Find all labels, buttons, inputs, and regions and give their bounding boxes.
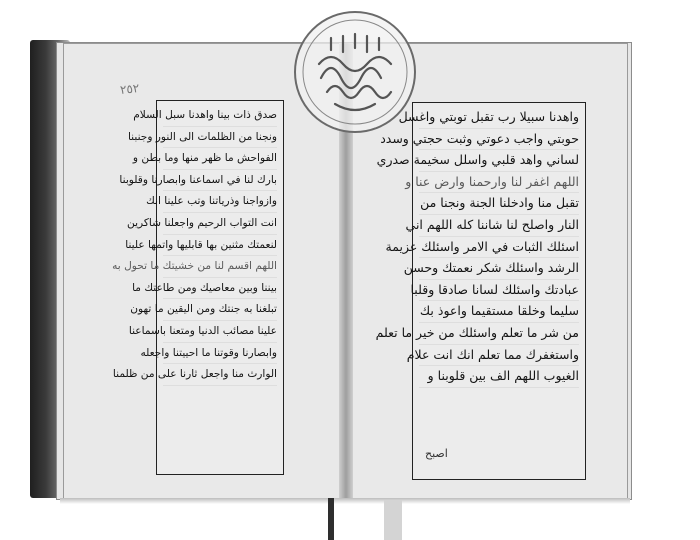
right-text-line: عبادتك واسئلك لسانا صادقا وقلبا xyxy=(419,280,579,302)
left-text-line: الفواحش ما ظهر منها وما بطن و xyxy=(163,148,277,170)
left-text-line: علينا مصائب الدنيا ومتعنا باسماعنا xyxy=(163,321,277,343)
right-text-line: الرشد واسئلك شكر نعمتك وحسن xyxy=(419,258,579,280)
right-text-line: النار واصلح لنا شاننا كله اللهم اني xyxy=(419,215,579,237)
left-text-line: وابصارنا وقوتنا ما احييتنا واجعله xyxy=(163,343,277,365)
left-text-line: وازواجنا وذرياتنا وتب علينا انك xyxy=(163,191,277,213)
right-text-line: سليما وخلقا مستقيما واعوذ بك xyxy=(419,301,579,323)
page-shadow xyxy=(60,498,630,504)
right-text-block xyxy=(375,102,586,480)
right-text-line: لساني واهد قلبي واسلل سخيمة صدري xyxy=(419,150,579,172)
catchword: اصبح xyxy=(425,447,448,460)
bookmark-tab xyxy=(384,500,402,540)
left-text-line: لنعمتك مثنين بها قابليها واتمها علينا xyxy=(163,235,277,257)
left-text-block xyxy=(112,100,284,475)
left-text-line: اللهم اقسم لنا من خشيتك ما تحول به xyxy=(163,256,277,278)
right-text-line: حوبتي واجب دعوتي وثبت حجتي وسدد xyxy=(419,129,579,151)
left-text-line: ونجنا من الظلمات الى النور وجنبنا xyxy=(163,127,277,149)
right-text-line: واهدنا سبيلا رب تقبل توبتي واغسل xyxy=(419,107,579,129)
left-text-line: انت التواب الرحيم واجعلنا شاكرين xyxy=(163,213,277,235)
library-seal-stamp xyxy=(291,8,419,136)
left-text-line: تبلغنا به جنتك ومن اليقين ما تهون xyxy=(163,299,277,321)
right-text-line: اسئلك الثبات في الامر واسئلك عزيمة xyxy=(419,237,579,259)
right-text-line: اللهم اغفر لنا وارحمنا وارض عنا و xyxy=(419,172,579,194)
right-text-line: تقبل منا وادخلنا الجنة ونجنا من xyxy=(419,193,579,215)
left-text-line: الوارث منا واجعل ثارنا على من ظلمنا xyxy=(163,364,277,386)
right-text-line: واستغفرك مما تعلم انك انت علام xyxy=(419,345,579,367)
bookmark-ribbon xyxy=(328,498,334,540)
left-text-line: صدق ذات بينا واهدنا سبل السلام xyxy=(163,105,277,127)
right-text-line: من شر ما تعلم واسئلك من خير ما تعلم xyxy=(419,323,579,345)
right-text-line: الغيوب اللهم الف بين قلوبنا و xyxy=(419,366,579,388)
left-text-line: بيننا وبين معاصيك ومن طاعتك ما xyxy=(163,278,277,300)
left-text-line: بارك لنا في اسماعنا وابصارنا وقلوبنا xyxy=(163,170,277,192)
folio-number: ٢٥٢ xyxy=(119,81,141,97)
